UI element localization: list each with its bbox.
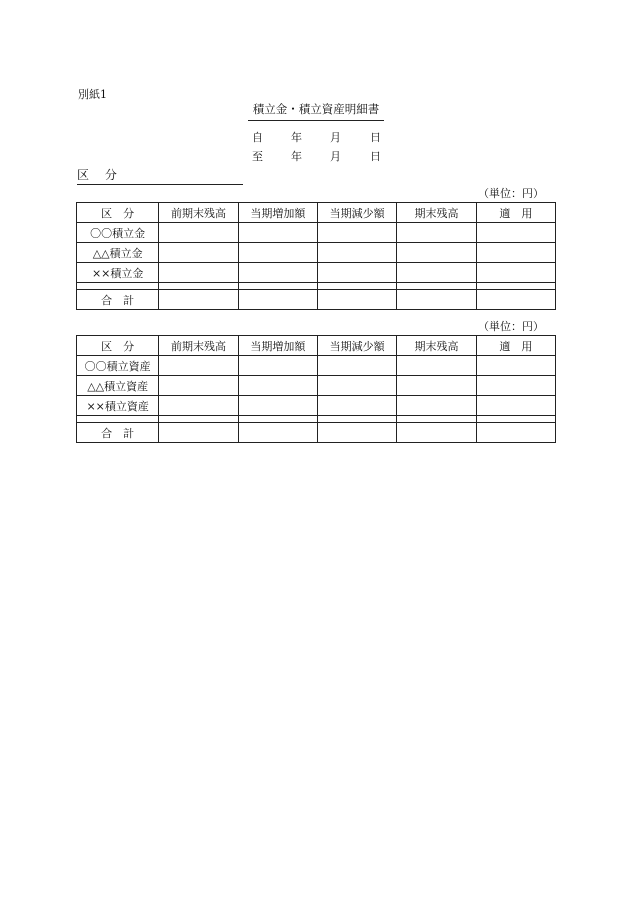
cell-increase xyxy=(238,223,317,243)
period-to-label: 至 xyxy=(252,150,263,163)
cell-remarks xyxy=(476,356,555,376)
table-spacer-row xyxy=(77,416,556,423)
cell-remarks xyxy=(476,263,555,283)
spacer-cell xyxy=(238,416,317,423)
cell-increase xyxy=(238,396,317,416)
row-category: 〇〇積立資産 xyxy=(77,356,159,376)
spacer-cell xyxy=(159,283,238,290)
cell-prior-balance xyxy=(159,243,238,263)
spacer-cell xyxy=(77,283,159,290)
spacer-cell xyxy=(77,416,159,423)
table-header-row xyxy=(77,203,556,223)
cell-decrease xyxy=(318,290,397,310)
header-decrease: 当期減少額 xyxy=(318,336,397,356)
table-row xyxy=(77,396,556,416)
cell-decrease xyxy=(318,243,397,263)
period-from-label: 自 xyxy=(252,131,263,144)
spacer-cell xyxy=(318,283,397,290)
header-remarks: 適 用 xyxy=(476,336,555,356)
cell-decrease xyxy=(318,423,397,443)
spacer-cell xyxy=(397,283,476,290)
row-category: △△積立資産 xyxy=(77,376,159,396)
total-label: 合 計 xyxy=(77,423,159,443)
spacer-cell xyxy=(397,416,476,423)
cell-prior-balance xyxy=(159,223,238,243)
table-row xyxy=(77,243,556,263)
assets-table xyxy=(76,335,556,443)
cell-end-balance xyxy=(397,396,476,416)
header-remarks: 適 用 xyxy=(476,203,555,223)
period-to-year: 年 xyxy=(291,150,302,163)
period-from-month: 月 xyxy=(330,131,341,144)
period-to-day: 日 xyxy=(370,150,381,163)
cell-increase xyxy=(238,356,317,376)
cell-end-balance xyxy=(397,223,476,243)
table-row xyxy=(77,376,556,396)
header-increase: 当期増加額 xyxy=(238,336,317,356)
table-row xyxy=(77,356,556,376)
cell-decrease xyxy=(318,223,397,243)
cell-remarks xyxy=(476,396,555,416)
cell-prior-balance xyxy=(159,396,238,416)
category-heading: 区 分 xyxy=(77,166,243,185)
cell-decrease xyxy=(318,263,397,283)
spacer-cell xyxy=(476,416,555,423)
period-from-row xyxy=(252,129,382,143)
cell-end-balance xyxy=(397,290,476,310)
cell-remarks xyxy=(476,290,555,310)
header-category: 区 分 xyxy=(77,203,159,223)
cell-increase xyxy=(238,263,317,283)
reserves-table xyxy=(76,202,556,310)
cell-decrease xyxy=(318,356,397,376)
cell-prior-balance xyxy=(159,290,238,310)
spacer-cell xyxy=(238,283,317,290)
cell-remarks xyxy=(476,376,555,396)
cell-decrease xyxy=(318,376,397,396)
cell-remarks xyxy=(476,423,555,443)
header-decrease: 当期減少額 xyxy=(318,203,397,223)
total-label: 合 計 xyxy=(77,290,159,310)
cell-increase xyxy=(238,290,317,310)
spacer-cell xyxy=(476,283,555,290)
cell-end-balance xyxy=(397,376,476,396)
table-total-row xyxy=(77,290,556,310)
header-end-balance: 期末残高 xyxy=(397,203,476,223)
cell-end-balance xyxy=(397,263,476,283)
period-to-month: 月 xyxy=(330,150,341,163)
cell-prior-balance xyxy=(159,376,238,396)
header-category: 区 分 xyxy=(77,336,159,356)
cell-prior-balance xyxy=(159,423,238,443)
spacer-cell xyxy=(318,416,397,423)
header-end-balance: 期末残高 xyxy=(397,336,476,356)
cell-prior-balance xyxy=(159,263,238,283)
period-to-row xyxy=(252,148,382,162)
table-row xyxy=(77,223,556,243)
unit-label-reserves: （単位：円） xyxy=(478,187,544,200)
row-category: ××積立資産 xyxy=(77,396,159,416)
table-spacer-row xyxy=(77,283,556,290)
attachment-label: 別紙1 xyxy=(78,88,107,101)
table-total-row xyxy=(77,423,556,443)
cell-end-balance xyxy=(397,243,476,263)
header-increase: 当期増加額 xyxy=(238,203,317,223)
document-title: 積立金・積立資産明細書 xyxy=(248,101,384,121)
cell-decrease xyxy=(318,396,397,416)
cell-increase xyxy=(238,423,317,443)
cell-end-balance xyxy=(397,356,476,376)
cell-increase xyxy=(238,243,317,263)
cell-increase xyxy=(238,376,317,396)
cell-remarks xyxy=(476,243,555,263)
table-row xyxy=(77,263,556,283)
header-prior-balance: 前期末残高 xyxy=(159,203,238,223)
cell-prior-balance xyxy=(159,356,238,376)
row-category: △△積立金 xyxy=(77,243,159,263)
unit-label-assets: （単位：円） xyxy=(478,320,544,333)
cell-end-balance xyxy=(397,423,476,443)
row-category: ××積立金 xyxy=(77,263,159,283)
row-category: 〇〇積立金 xyxy=(77,223,159,243)
period-from-day: 日 xyxy=(370,131,381,144)
cell-remarks xyxy=(476,223,555,243)
period-from-year: 年 xyxy=(291,131,302,144)
table-header-row xyxy=(77,336,556,356)
header-prior-balance: 前期末残高 xyxy=(159,336,238,356)
spacer-cell xyxy=(159,416,238,423)
